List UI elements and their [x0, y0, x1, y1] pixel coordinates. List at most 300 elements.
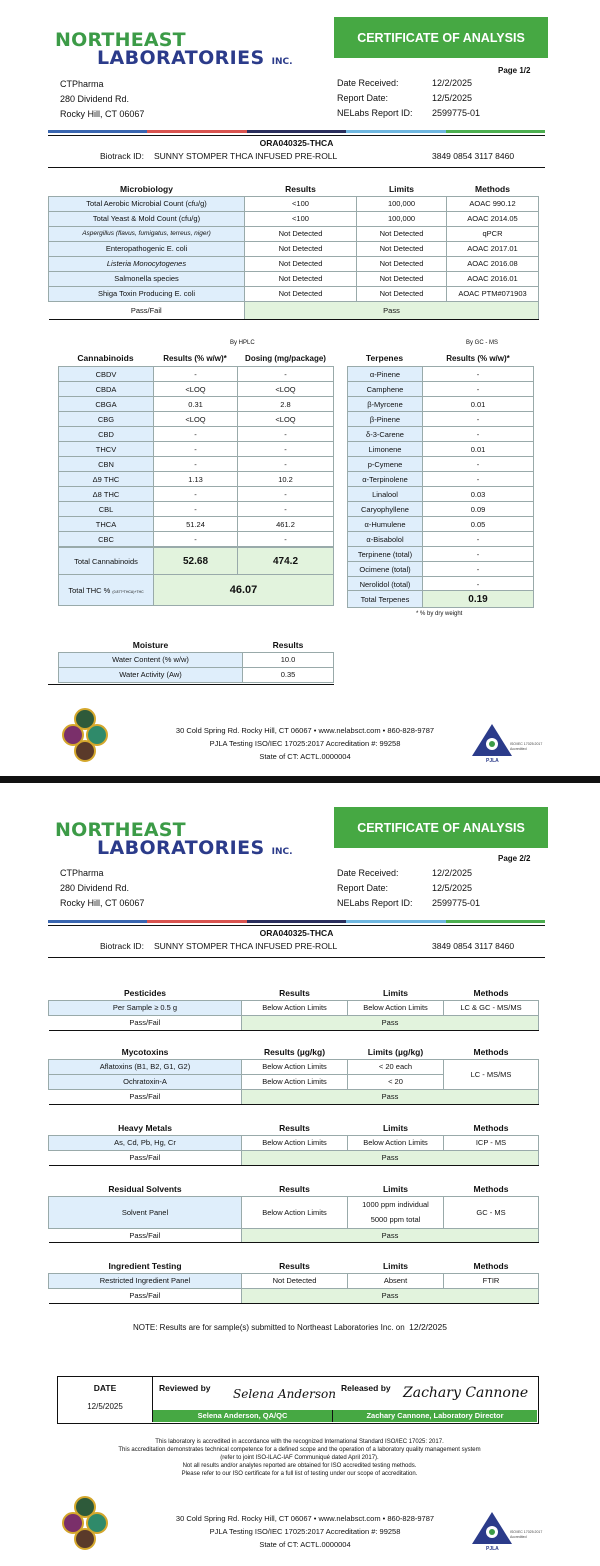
product-name: SUNNY STOMPER THCA INFUSED PRE-ROLL: [154, 941, 338, 951]
metals-row-limit: Below Action Limits: [348, 1135, 444, 1150]
cannabinoids-totals: [58, 547, 334, 606]
report-labels: [337, 76, 413, 121]
micro-row-name: Shiga Toxin Producing E. coli: [49, 286, 245, 301]
terpene-row: [348, 367, 534, 382]
cannabinoid-name: CBC: [59, 532, 154, 547]
microbiology-table: [48, 182, 539, 320]
footer-state: State of CT: ACTL.0000004: [259, 1540, 351, 1549]
terpene-name: Camphene: [348, 382, 423, 397]
micro-header-limits: Limits: [388, 183, 415, 194]
myco-header-name: Mycotoxins: [121, 1046, 169, 1057]
page-divider: [0, 776, 600, 783]
myco-passfail-label: Pass/Fail: [49, 1089, 242, 1104]
micro-row-result: Not Detected: [245, 286, 357, 301]
metals-row-name: As, Cd, Pb, Hg, Cr: [49, 1135, 242, 1150]
solv-row-limit: [348, 1196, 444, 1228]
pjla-text: PJLA: [486, 758, 499, 764]
dry-weight-note: * % by dry weight: [416, 611, 463, 617]
cann-header-results: Results (% w/w)*: [163, 353, 227, 363]
micro-row-method: AOAC 990.12: [447, 196, 539, 211]
client-city: Rocky Hill, CT 06067: [60, 898, 145, 908]
cannabinoid-result: -: [154, 532, 238, 547]
footer-state: State of CT: ACTL.0000004: [259, 752, 351, 761]
signature-block: [57, 1376, 539, 1424]
cannabinoid-name: CBG: [59, 412, 154, 427]
cannabinoid-dosing: 2.8: [238, 397, 334, 412]
reviewer-signature: Selena Anderson: [233, 1387, 336, 1401]
moisture-table: [58, 638, 334, 683]
cannabinoid-row: [59, 517, 334, 532]
cert-badges: [62, 1496, 108, 1552]
cannabinoid-name: Δ8 THC: [59, 487, 154, 502]
report-id-label: NELabs Report ID:: [337, 898, 413, 908]
myco-header-methods: Methods: [473, 1046, 509, 1057]
note-line: [133, 1322, 447, 1332]
pjla-logo: [470, 722, 556, 764]
cannabinoid-row: [59, 532, 334, 547]
date-received-value: 12/2/2025: [432, 868, 473, 878]
client-street: 280 Dividend Rd.: [60, 94, 130, 104]
terpene-name: δ-3-Carene: [348, 427, 423, 442]
cert-badges: [62, 708, 108, 764]
micro-row-method: AOAC 2016.08: [447, 256, 539, 271]
terpene-name: Ocimene (total): [348, 562, 423, 577]
total-terpenes-label: Total Terpenes: [348, 591, 423, 608]
terpene-result: -: [423, 547, 534, 562]
badge-icon: [74, 740, 96, 762]
disclaimer-line: Not all results and/or analytes reported are obtained for ISO accredited testing methods.: [182, 1463, 417, 1469]
terpene-name: p-Cymene: [348, 457, 423, 472]
sample-header: [48, 925, 545, 958]
micro-row-limit: Not Detected: [357, 241, 447, 256]
micro-header-name: Microbiology: [120, 183, 173, 194]
solv-limit-total: 5000 ppm total: [370, 1215, 421, 1224]
micro-row-result: Not Detected: [245, 256, 357, 271]
pest-pass-value: Pass: [242, 1015, 539, 1030]
terpene-result: 0.01: [423, 442, 534, 457]
report-values: [432, 76, 480, 121]
solv-pass-value: Pass: [242, 1228, 539, 1242]
cannabinoid-name: THCA: [59, 517, 154, 532]
terpene-result: -: [423, 472, 534, 487]
moisture-header-results: Results: [272, 639, 304, 650]
micro-row-limit: 100,000: [357, 196, 447, 211]
date-received-value: 12/2/2025: [432, 78, 473, 88]
report-id-value: 2599775-01: [432, 108, 481, 118]
metals-header-results: Results: [279, 1122, 310, 1133]
pest-header-methods: Methods: [473, 987, 509, 998]
cannabinoid-name: CBDA: [59, 382, 154, 397]
cannabinoid-row: [59, 502, 334, 517]
micro-row-name: Listeria Monocytogenes: [49, 256, 245, 271]
cannabinoid-row: [59, 367, 334, 382]
ingr-row-result: Not Detected: [242, 1273, 348, 1288]
moisture-row-result: 0.35: [243, 667, 334, 682]
total-cannabinoids-label: Total Cannabinoids: [59, 548, 154, 575]
cannabinoid-result: -: [154, 367, 238, 382]
terpene-result: -: [423, 427, 534, 442]
logo-laboratories-text: LABORATORIES: [97, 837, 265, 859]
terpene-row: [348, 487, 534, 502]
total-thc-formula: (0.877*THCA)+THC: [112, 589, 144, 594]
badge-icon: [74, 1528, 96, 1550]
heavy-metals-table: [48, 1121, 539, 1166]
ingredient-testing-table: [48, 1259, 539, 1304]
cannabinoid-result: <LOQ: [154, 412, 238, 427]
micro-row-method: AOAC PTM#071903: [447, 286, 539, 301]
pesticides-table: [48, 986, 539, 1031]
micro-row-result: Not Detected: [245, 271, 357, 286]
micro-row-name: Total Yeast & Mold Count (cfu/g): [49, 211, 245, 226]
myco-row-limit: < 20: [348, 1074, 444, 1089]
cannabinoid-row: [59, 427, 334, 442]
ingr-passfail-label: Pass/Fail: [49, 1288, 242, 1303]
residual-solvents-table: [48, 1182, 539, 1243]
cannabinoid-dosing: -: [238, 502, 334, 517]
date-cell: [58, 1377, 153, 1422]
myco-row-name: Aflatoxins (B1, B2, G1, G2): [49, 1059, 242, 1074]
footer-accreditation: PJLA Testing ISO/IEC 17025:2017 Accreditation #: 99258: [209, 1527, 401, 1536]
metals-row-result: Below Action Limits: [242, 1135, 348, 1150]
terpenes-table: [347, 351, 534, 365]
solv-header-name: Residual Solvents: [108, 1183, 182, 1194]
solv-header-methods: Methods: [473, 1183, 509, 1194]
metals-passfail-label: Pass/Fail: [49, 1150, 242, 1165]
report-date-label: Report Date:: [337, 883, 389, 893]
terpene-name: Caryophyllene: [348, 502, 423, 517]
iso-text: ISO/IEC 17025:2017 Accredited: [510, 742, 543, 751]
solv-row-result: Below Action Limits: [242, 1196, 348, 1228]
page-number: Page 1/2: [498, 66, 531, 75]
terpene-result: -: [423, 382, 534, 397]
report-values: [432, 866, 480, 911]
cannabinoid-dosing: -: [238, 457, 334, 472]
ingr-row-method: FTIR: [444, 1273, 539, 1288]
terpene-result: -: [423, 532, 534, 547]
date-value: 12/5/2025: [87, 1402, 123, 1411]
terpene-result: 0.09: [423, 502, 534, 517]
myco-header-results: Results (µg/kg): [263, 1046, 326, 1057]
sample-code: ORA040325-THCA: [259, 138, 334, 148]
footer-text: [110, 1512, 500, 1551]
cannabinoid-dosing: 10.2: [238, 472, 334, 487]
terpene-row: [348, 532, 534, 547]
total-thc-value: 46.07: [154, 575, 334, 606]
director-name-bar: [333, 1410, 537, 1422]
report-date-label: Report Date:: [337, 93, 389, 103]
micro-passfail-label: Pass/Fail: [49, 301, 245, 319]
note-text: NOTE: Results are for sample(s) submitted to Northeast Laboratories Inc. on: [133, 1323, 405, 1332]
cannabinoid-dosing: -: [238, 532, 334, 547]
total-thc-label: [59, 575, 154, 606]
terpene-result: -: [423, 562, 534, 577]
terpenes-rows: [347, 366, 534, 592]
total-cannabinoids-mg: 474.2: [238, 548, 334, 575]
total-thc-label-text: Total THC %: [68, 585, 111, 595]
cannabinoid-name: CBGA: [59, 397, 154, 412]
terpene-row: [348, 397, 534, 412]
logo-laboratories-text: LABORATORIES: [97, 47, 265, 69]
disclaimer: [48, 1438, 551, 1478]
total-cannabinoids-pct: 52.68: [154, 548, 238, 575]
terpene-row: [348, 442, 534, 457]
cannabinoid-row: [59, 397, 334, 412]
cannabinoid-name: THCV: [59, 442, 154, 457]
micro-row-method: AOAC 2017.01: [447, 241, 539, 256]
micro-row-name: Enteropathogenic E. coli: [49, 241, 245, 256]
cann-header-dosing: Dosing (mg/package): [245, 353, 326, 363]
footer-text: [110, 724, 500, 763]
product-name: SUNNY STOMPER THCA INFUSED PRE-ROLL: [154, 151, 338, 161]
terpene-row: [348, 412, 534, 427]
cannabinoids-table: [58, 351, 334, 365]
cannabinoid-result: -: [154, 502, 238, 517]
reviewer-name-bar: [153, 1410, 333, 1422]
cannabinoid-row: [59, 457, 334, 472]
terpene-name: α-Bisabolol: [348, 532, 423, 547]
cannabinoid-name: CBL: [59, 502, 154, 517]
color-stripe: [48, 920, 545, 923]
cannabinoid-dosing: <LOQ: [238, 412, 334, 427]
cannabinoid-result: -: [154, 442, 238, 457]
cannabinoid-row: [59, 487, 334, 502]
coa-title: CERTIFICATE OF ANALYSIS: [334, 807, 548, 848]
iso-text: ISO/IEC 17025:2017 Accredited: [510, 1530, 543, 1539]
ingr-header-limits: Limits: [382, 1260, 409, 1271]
logo-laboratories: [97, 48, 293, 72]
cannabinoid-row: [59, 412, 334, 427]
terpene-name: β-Pinene: [348, 412, 423, 427]
cannabinoid-name: Δ9 THC: [59, 472, 154, 487]
micro-row-limit: Not Detected: [357, 271, 447, 286]
moisture-header-name: Moisture: [132, 639, 169, 650]
cannabinoid-row: [59, 472, 334, 487]
solv-row-name: Solvent Panel: [49, 1196, 242, 1228]
myco-row-result: Below Action Limits: [242, 1074, 348, 1089]
sample-header: [48, 135, 545, 168]
terpene-result: -: [423, 457, 534, 472]
terpene-row: [348, 562, 534, 577]
reviewed-by-label: Reviewed by: [159, 1383, 211, 1393]
cannabinoid-name: CBD: [59, 427, 154, 442]
logo-inc: INC.: [271, 57, 293, 67]
micro-row-limit: Not Detected: [357, 286, 447, 301]
terpene-name: α-Humulene: [348, 517, 423, 532]
micro-row-result: Not Detected: [245, 226, 357, 241]
cannabinoid-dosing: -: [238, 442, 334, 457]
page-2: [0, 790, 600, 1566]
micro-row-result: Not Detected: [245, 241, 357, 256]
pest-header-results: Results: [279, 987, 310, 998]
solv-passfail-label: Pass/Fail: [49, 1228, 242, 1242]
pest-passfail-label: Pass/Fail: [49, 1015, 242, 1030]
myco-row-result: Below Action Limits: [242, 1059, 348, 1074]
myco-method: LC - MS/MS: [444, 1059, 539, 1089]
cannabinoid-result: 0.31: [154, 397, 238, 412]
terpene-name: β-Myrcene: [348, 397, 423, 412]
pest-row-limit: Below Action Limits: [348, 1000, 444, 1015]
myco-header-limits: Limits (µg/kg): [367, 1046, 424, 1057]
ingr-row-name: Restricted Ingredient Panel: [49, 1273, 242, 1288]
biotrack-id: 3849 0854 3117 8460: [432, 941, 515, 951]
reviewer-name: Selena Anderson, QA/QC: [197, 1411, 288, 1420]
micro-pass-value: Pass: [245, 301, 539, 319]
cannabinoid-result: -: [154, 457, 238, 472]
terpene-result: -: [423, 367, 534, 382]
pjla-logo: [470, 1510, 556, 1552]
mycotoxins-table: [48, 1045, 539, 1105]
color-stripe: [48, 130, 545, 133]
micro-row-method: AOAC 2016.01: [447, 271, 539, 286]
ingr-header-results: Results: [279, 1260, 310, 1271]
terp-header-name: Terpenes: [365, 353, 404, 363]
report-labels: [337, 866, 413, 911]
pest-header-name: Pesticides: [123, 987, 167, 998]
terpene-name: Linalool: [348, 487, 423, 502]
micro-header-results: Results: [285, 183, 316, 194]
terpene-name: α-Pinene: [348, 367, 423, 382]
terpene-result: 0.03: [423, 487, 534, 502]
moisture-row-name: Water Activity (Aw): [59, 667, 243, 682]
solv-row-method: GC - MS: [444, 1196, 539, 1228]
disclaimer-line: This laboratory is accredited in accordance with the recognized International Standard ISO/IEC 17025: 2017.: [155, 1439, 444, 1445]
cannabinoid-name: CBDV: [59, 367, 154, 382]
logo-northeast: NORTHEAST: [55, 29, 186, 51]
terpene-row: [348, 502, 534, 517]
client-street: 280 Dividend Rd.: [60, 883, 130, 893]
solv-limit-individual: 1000 ppm individual: [362, 1200, 429, 1209]
cann-header-name: Cannabinoids: [77, 353, 134, 363]
pest-row-name: Per Sample ≥ 0.5 g: [49, 1000, 242, 1015]
solv-header-results: Results: [279, 1183, 310, 1194]
micro-row-result: <100: [245, 196, 357, 211]
terpene-name: α-Terpinolene: [348, 472, 423, 487]
client-city: Rocky Hill, CT 06067: [60, 109, 145, 119]
cann-method-note: By HPLC: [230, 340, 255, 346]
terp-method-note: By GC - MS: [466, 340, 499, 346]
micro-row-name: Total Aerobic Microbial Count (cfu/g): [49, 196, 245, 211]
footer-address: 30 Cold Spring Rd. Rocky Hill, CT 06067 • www.nelabsct.com • 860-828-9787: [175, 726, 435, 735]
cannabinoid-dosing: 461.2: [238, 517, 334, 532]
terpene-row: [348, 427, 534, 442]
disclaimer-line: (refer to joint ISO-ILAC-IAF Communiqué dated April 2017).: [220, 1455, 379, 1461]
footer-address: 30 Cold Spring Rd. Rocky Hill, CT 06067 • www.nelabsct.com • 860-828-9787: [175, 1514, 435, 1523]
terpene-row: [348, 382, 534, 397]
date-label: DATE: [93, 1383, 117, 1393]
date-received-label: Date Received:: [337, 868, 399, 878]
pjla-triangle-icon: [470, 1510, 514, 1546]
logo-northeast: NORTHEAST: [55, 819, 186, 841]
director-name: Zachary Cannone, Laboratory Director: [366, 1411, 504, 1420]
moisture-row-result: 10.0: [243, 652, 334, 667]
client-address: [60, 866, 144, 911]
metals-pass-value: Pass: [242, 1150, 539, 1165]
terpene-result: -: [423, 412, 534, 427]
solv-header-limits: Limits: [382, 1183, 409, 1194]
ingr-pass-value: Pass: [242, 1288, 539, 1303]
total-terpenes-value: 0.19: [423, 591, 534, 608]
client-address: [60, 77, 144, 122]
cannabinoid-row: [59, 382, 334, 397]
pest-row-result: Below Action Limits: [242, 1000, 348, 1015]
sample-code: ORA040325-THCA: [259, 928, 334, 938]
micro-row-method: AOAC 2014.05: [447, 211, 539, 226]
terpenes-total: [347, 590, 534, 608]
ingr-header-methods: Methods: [473, 1260, 509, 1271]
cannabinoid-dosing: <LOQ: [238, 382, 334, 397]
terpene-name: Terpinene (total): [348, 547, 423, 562]
biotrack-label: Biotrack ID:: [100, 151, 144, 161]
logo-inc: INC.: [271, 847, 293, 857]
terpene-row: [348, 472, 534, 487]
note-date: 12/2/2025: [409, 1322, 447, 1332]
terp-header-results: Results (% w/w)*: [446, 353, 510, 363]
cannabinoid-name: CBN: [59, 457, 154, 472]
cannabinoid-result: 51.24: [154, 517, 238, 532]
report-date-value: 12/5/2025: [432, 883, 473, 893]
terpene-result: 0.01: [423, 397, 534, 412]
cannabinoid-result: <LOQ: [154, 382, 238, 397]
date-received-label: Date Received:: [337, 78, 399, 88]
logo-laboratories: [97, 838, 293, 862]
report-id-label: NELabs Report ID:: [337, 108, 413, 118]
micro-row-name: Salmonella species: [49, 271, 245, 286]
micro-row-limit: 100,000: [357, 211, 447, 226]
report-date-value: 12/5/2025: [432, 93, 473, 103]
page-number: Page 2/2: [498, 854, 531, 863]
metals-header-name: Heavy Metals: [118, 1122, 172, 1133]
pest-row-method: LC & GC - MS/MS: [444, 1000, 539, 1015]
cannabinoid-row: [59, 442, 334, 457]
myco-pass-value: Pass: [242, 1089, 539, 1104]
terpene-result: 0.05: [423, 517, 534, 532]
cannabinoid-dosing: -: [238, 367, 334, 382]
pjla-triangle-icon: [470, 722, 514, 758]
moisture-row-name: Water Content (% w/w): [59, 652, 243, 667]
terpene-result: -: [423, 577, 534, 592]
cannabinoid-result: -: [154, 487, 238, 502]
client-name: CTPharma: [60, 868, 104, 878]
page-1: [0, 0, 600, 775]
terpene-name: Limonene: [348, 442, 423, 457]
disclaimer-line: This accreditation demonstrates technical competence for a defined scope and the operation of a laboratory quality management system: [118, 1447, 481, 1453]
terpene-name: Nerolidol (total): [348, 577, 423, 592]
pest-header-limits: Limits: [382, 987, 409, 998]
moisture-rule: [48, 684, 334, 685]
cannabinoid-dosing: -: [238, 427, 334, 442]
myco-row-limit: < 20 each: [348, 1059, 444, 1074]
director-signature: Zachary Cannone: [403, 1385, 529, 1401]
micro-row-name: Aspergillus (flavus, fumigatus, terreus, niger): [49, 226, 245, 241]
client-name: CTPharma: [60, 79, 104, 89]
coa-title: CERTIFICATE OF ANALYSIS: [334, 17, 548, 58]
metals-header-methods: Methods: [473, 1122, 509, 1133]
terpene-row: [348, 517, 534, 532]
cannabinoid-result: 1.13: [154, 472, 238, 487]
micro-row-limit: Not Detected: [357, 226, 447, 241]
cannabinoid-dosing: -: [238, 487, 334, 502]
pjla-text: PJLA: [486, 1546, 499, 1552]
biotrack-id: 3849 0854 3117 8460: [432, 151, 515, 161]
metals-row-method: ICP - MS: [444, 1135, 539, 1150]
micro-row-limit: Not Detected: [357, 256, 447, 271]
micro-header-methods: Methods: [475, 183, 510, 194]
biotrack-label: Biotrack ID:: [100, 941, 144, 951]
ingr-row-limit: Absent: [348, 1273, 444, 1288]
cannabinoids-rows: [58, 366, 334, 547]
metals-header-limits: Limits: [382, 1122, 409, 1133]
cannabinoid-result: -: [154, 427, 238, 442]
